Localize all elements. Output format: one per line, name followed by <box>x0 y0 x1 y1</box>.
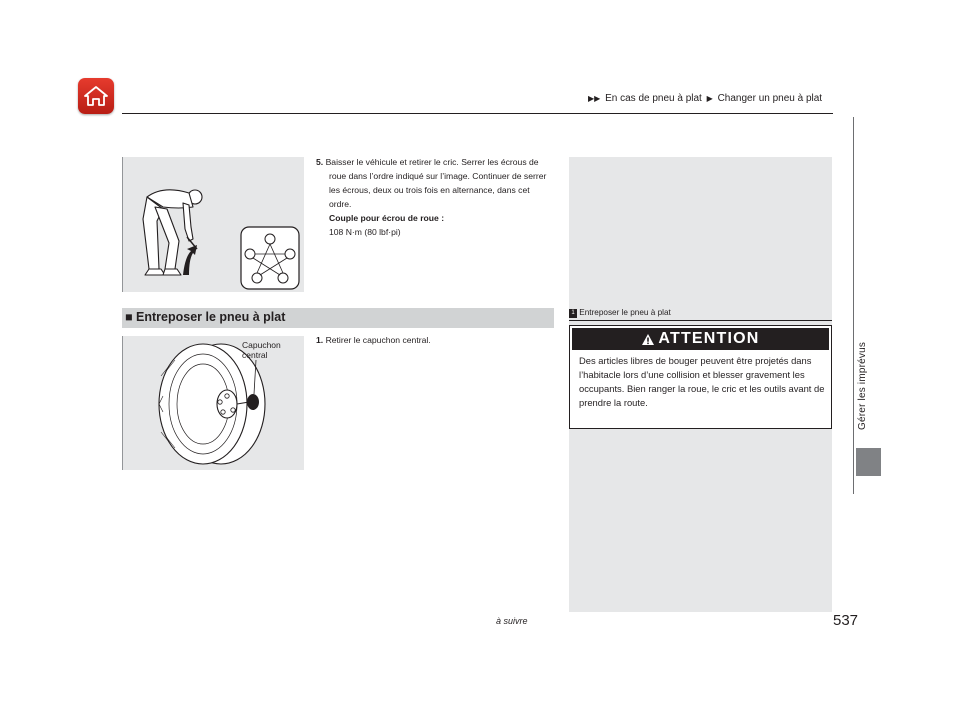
figure-label-line1: Capuchon <box>242 340 281 350</box>
lowering-vehicle-illustration <box>123 157 304 292</box>
breadcrumb-arrow-icon: ▶▶ <box>588 94 601 103</box>
ref-title: Entreposer le pneu à plat <box>579 308 671 317</box>
page-number: 537 <box>833 612 859 629</box>
section-title: ■ Entreposer le pneu à plat <box>125 310 286 324</box>
step-text: Baisser le véhicule et retirer le cric. Serrer les écrous de roue dans l’ordre indiqué sur l’image. Continuer de serrer les écrous, deux ou trois fois en alternance, dans cet ordre. <box>325 157 547 209</box>
home-button[interactable] <box>78 78 114 114</box>
step-text: Retirer le capuchon central. <box>325 335 431 345</box>
warning-banner <box>572 328 829 350</box>
breadcrumb-current: Changer un pneu à plat <box>717 93 823 104</box>
sidebar-divider <box>569 320 832 321</box>
step-1 <box>316 333 551 347</box>
section-bullet-icon: ■ <box>125 310 133 324</box>
step-5 <box>316 155 551 239</box>
figure-lowering-vehicle <box>122 157 304 292</box>
step-number: 1. <box>316 335 324 345</box>
figure-label-line2: central <box>242 350 268 360</box>
torque-value: 108 N·m (80 lbf·pi) <box>329 227 401 237</box>
side-tab-label[interactable]: Gérer les imprévus <box>857 341 868 430</box>
warning-title: ATTENTION <box>658 330 760 347</box>
ref-number-badge: 1 <box>569 309 577 318</box>
home-icon <box>83 84 109 108</box>
side-tab-divider <box>853 117 854 494</box>
warning-triangle-icon <box>641 333 655 346</box>
side-tab-marker[interactable] <box>856 448 881 476</box>
breadcrumb-parent-link[interactable]: En cas de pneu à plat <box>605 93 702 104</box>
breadcrumb <box>586 93 822 104</box>
breadcrumb-arrow-icon: ▶ <box>706 94 713 103</box>
step-number: 5. <box>316 157 324 167</box>
sidebar-reference <box>569 308 671 318</box>
warning-text: Des articles libres de bouger peuvent être projetés dans l’habitacle lors d’une collision et blesser gravement les occupants. Bien ranger la roue, le cric et les outils avant de prendre la route. <box>579 355 825 408</box>
wheel-illustration <box>123 336 304 470</box>
header-divider <box>122 113 833 114</box>
figure-center-cap <box>122 336 304 470</box>
continue-note: à suivre <box>496 616 528 626</box>
torque-label: Couple pour écrou de roue : <box>329 213 445 223</box>
